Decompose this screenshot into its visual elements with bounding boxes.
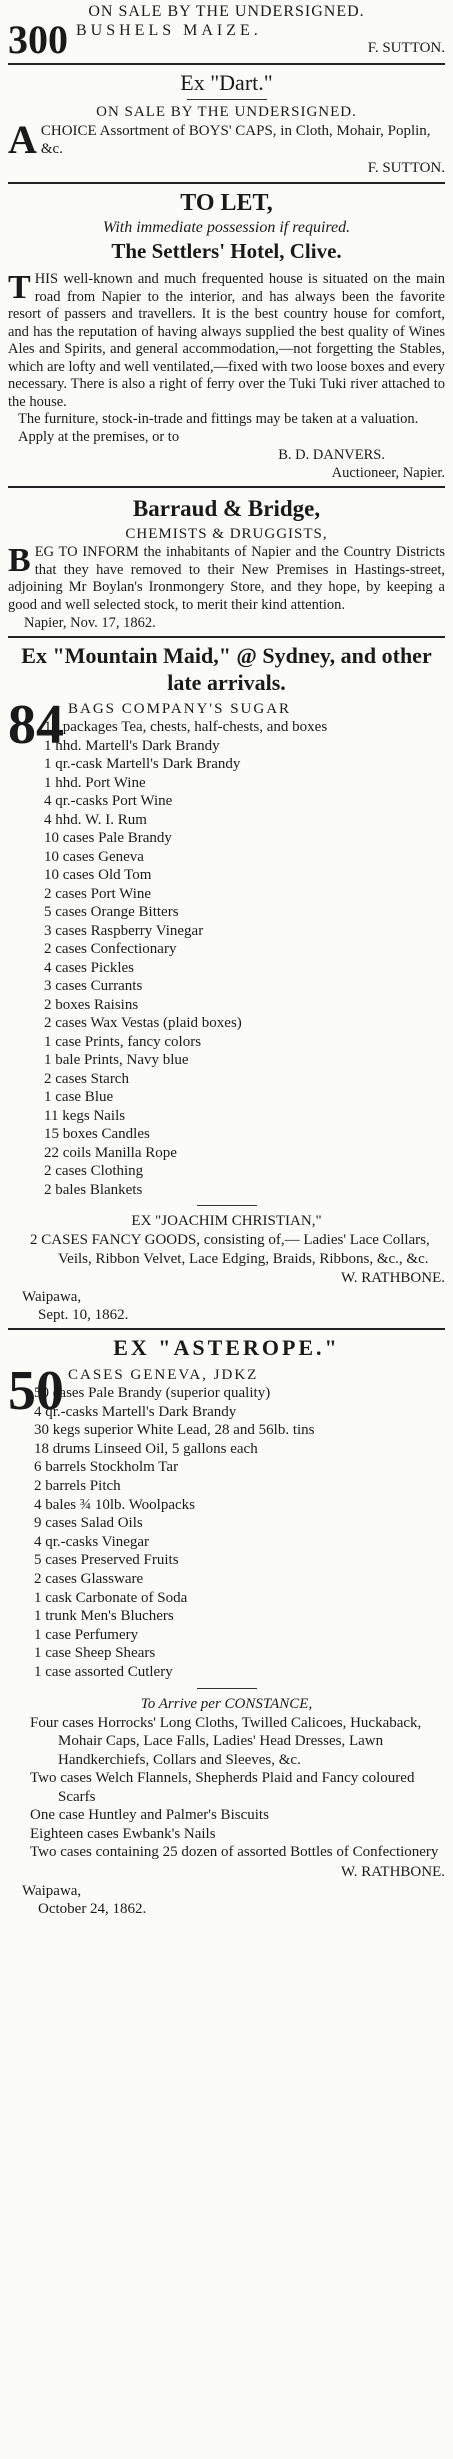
list-item: 50 cases Pale Brandy (superior quality) xyxy=(34,1385,271,1401)
arrival-item: Four cases Horrocks' Long Cloths, Twilled Calicoes, Huckaback, Mohair Caps, Lace Falls, Ladies' Head Dresses, Lawn Handkerchiefs, Collars and Sleeves, &c. xyxy=(30,1714,422,1768)
signature: F. SUTTON. xyxy=(367,160,445,176)
asterope-advert xyxy=(8,1334,445,1918)
arrival-item: One case Huntley and Palmer's Biscuits xyxy=(30,1807,269,1823)
advert-paragraph: The furniture, stock-in-trade and fittings may be taken at a valuation. xyxy=(18,411,419,427)
list-item: 2 cases Confectionary xyxy=(44,941,177,957)
list-item: 1 case Prints, fancy colors xyxy=(44,1033,202,1050)
list-item: 1 qr.-cask Martell's Dark Brandy xyxy=(44,756,241,772)
advert-place: Waipawa, xyxy=(22,1289,82,1305)
advert-title: EX "ASTEROPE." xyxy=(113,1335,340,1360)
list-item: 2 cases Glassware xyxy=(34,1570,144,1587)
advert-heading: ON SALE BY THE UNDERSIGNED. xyxy=(96,104,357,120)
quantity-number: 84 xyxy=(8,700,64,750)
list-item: 2 cases Port Wine xyxy=(44,885,152,902)
arrival-item: Two cases containing 25 dozen of assorted Bottles of Confectionery xyxy=(30,1844,439,1860)
list-item: 18 drums Linseed Oil, 5 gallons each xyxy=(34,1440,258,1457)
list-item: 4 qr.-casks Vinegar xyxy=(34,1533,150,1550)
list-item: 10 cases Geneva xyxy=(44,848,144,865)
list-item: 2 cases Clothing xyxy=(44,1163,144,1179)
divider xyxy=(8,486,445,488)
list-item: 4 qr.-casks Port Wine xyxy=(44,793,173,809)
list-item: 1 case Blue xyxy=(44,1089,114,1105)
list-item: 30 kegs superior White Lead, 28 and 56lb. tins xyxy=(34,1422,315,1439)
hotel-advert xyxy=(8,188,445,482)
maize-advert xyxy=(8,0,445,62)
offer-text: BUSHELS MAIZE. xyxy=(76,22,262,39)
advert-date: October 24, 1862. xyxy=(38,1900,147,1917)
list-item: 4 cases Pickles xyxy=(44,959,134,976)
advert-title: Barraud & Bridge, xyxy=(132,496,321,521)
signature: W. RATHBONE. xyxy=(340,1270,445,1286)
drop-capital: T xyxy=(8,271,31,306)
divider xyxy=(8,636,445,638)
list-item: 4 qr.-casks Martell's Dark Brandy xyxy=(34,1403,237,1420)
arrival-list xyxy=(8,1714,445,1862)
list-item: 6 barrels Stockholm Tar xyxy=(34,1459,179,1476)
short-rule xyxy=(197,1205,257,1206)
list-item: 22 coils Manilla Rope xyxy=(44,1144,177,1161)
advert-heading: ON SALE BY THE UNDERSIGNED. xyxy=(88,3,365,20)
list-item: 1 hhd. Port Wine xyxy=(44,774,146,791)
drop-capital: A xyxy=(8,122,37,158)
arrival-item: Eighteen cases Ewbank's Nails xyxy=(30,1825,216,1842)
list-item: 3 cases Currants xyxy=(44,978,143,994)
goods-list xyxy=(8,1384,445,1682)
list-item: 1 case assorted Cutlery xyxy=(34,1663,173,1680)
list-item: 2 bales Blankets xyxy=(44,1181,143,1198)
divider xyxy=(8,63,445,65)
list-item: 1 cask Carbonate of Soda xyxy=(34,1589,188,1606)
arrival-item: Two cases Welch Flannels, Shepherds Plaid and Fancy coloured Scarfs xyxy=(30,1770,415,1805)
first-item: CASES GENEVA, JDKZ xyxy=(68,1367,259,1383)
advert-body: EG TO INFORM the inhabitants of Napier and the Country Districts that they have removed to their New Premises in Hastings-street, adjoining Mr Boylan's Ironmongery Store, and they hope, by keeping a good and well selected stock, to merit their kind attention. xyxy=(8,544,445,613)
sub-advert-body: 2 CASES FANCY GOODS, consisting of,— Ladies' Lace Collars, Veils, Ribbon Velvet, Lace Edging, Braids, Ribbons, &c., &c. xyxy=(30,1232,430,1267)
goods-list xyxy=(8,718,445,1199)
advert-title: TO LET, xyxy=(180,190,273,216)
list-item: 3 cases Raspberry Vinegar xyxy=(44,922,204,939)
list-item: 9 cases Salad Oils xyxy=(34,1515,143,1532)
short-rule xyxy=(197,1688,257,1689)
short-rule xyxy=(187,99,267,100)
list-item: 1 bale Prints, Navy blue xyxy=(44,1052,189,1068)
signature: W. RATHBONE. xyxy=(340,1863,445,1880)
list-item: 2 cases Wax Vestas (plaid boxes) xyxy=(44,1015,242,1031)
advert-body: HIS well-known and much frequented house is situated on the main road from Napier to the interior, and has always been the favorite resort of passers and travellers. It is the best country house for comfort, and has the reputation of having always supplied the best quality of Wines Ales and Spirits, and general accommodation,—not forgetting the Stables, which are lofty and well ventilated,—fixed with two loose boxes and every necessary. There is also a right of ferry over the Tuki Tuki river attached to the house. xyxy=(8,271,445,410)
list-item: 2 boxes Raisins xyxy=(44,996,139,1013)
advert-title: Ex "Mountain Maid," @ Sydney, and other late arrivals. xyxy=(21,643,432,695)
advert-title: Ex "Dart." xyxy=(180,70,273,95)
list-item: 5 cases Orange Bitters xyxy=(44,904,179,920)
list-item: 17 packages Tea, chests, half-chests, and boxes xyxy=(44,719,328,735)
mountain-maid-advert xyxy=(8,642,445,1324)
list-item: 15 boxes Candles xyxy=(44,1126,150,1142)
list-item: 2 barrels Pitch xyxy=(34,1477,121,1494)
list-item: 1 trunk Men's Bluchers xyxy=(34,1608,174,1625)
list-item: 1 case Sheep Shears xyxy=(34,1645,156,1662)
advert-place: Waipawa, xyxy=(22,1882,82,1899)
signature: B. D. DANVERS. xyxy=(278,447,385,463)
advert-body: CHOICE Assortment of BOYS' CAPS, in Cloth, Mohair, Poplin, &c. xyxy=(40,123,431,157)
signature: F. SUTTON. xyxy=(367,40,445,56)
quantity-number: 50 xyxy=(8,1366,64,1416)
list-item: 1 hhd. Martell's Dark Brandy xyxy=(44,737,220,754)
hotel-name: The Settlers' Hotel, Clive. xyxy=(111,239,342,263)
list-item: 1 case Perfumery xyxy=(34,1626,139,1643)
divider xyxy=(8,182,445,184)
advert-date: Napier, Nov. 17, 1862. xyxy=(24,615,156,631)
advert-paragraph: Apply at the premises, or to xyxy=(18,428,180,445)
list-item: 10 cases Old Tom xyxy=(44,867,152,883)
quantity-number: 300 xyxy=(8,17,68,62)
list-item: 2 cases Starch xyxy=(44,1070,129,1087)
list-item: 11 kegs Nails xyxy=(44,1107,126,1124)
first-item: BAGS COMPANY'S SUGAR xyxy=(68,701,292,717)
list-item: 5 cases Preserved Fruits xyxy=(34,1552,179,1569)
divider xyxy=(8,1328,445,1330)
chemists-advert xyxy=(8,494,445,632)
maize-offer xyxy=(8,17,445,62)
advert-subtitle: With immediate possession if required. xyxy=(102,219,351,236)
advert-date: Sept. 10, 1862. xyxy=(38,1307,129,1323)
list-item: 4 bales ¾ 10lb. Woolpacks xyxy=(34,1496,195,1513)
signature-title: Auctioneer, Napier. xyxy=(331,465,445,481)
sub-advert-title: EX "JOACHIM CHRISTIAN," xyxy=(131,1213,322,1229)
advert-subtitle: CHEMISTS & DRUGGISTS, xyxy=(125,526,328,542)
dart-advert xyxy=(8,69,445,178)
arrival-heading: To Arrive per CONSTANCE, xyxy=(140,1695,313,1712)
drop-capital: B xyxy=(8,544,31,579)
list-item: 4 hhd. W. I. Rum xyxy=(44,811,147,828)
list-item: 10 cases Pale Brandy xyxy=(44,830,172,846)
